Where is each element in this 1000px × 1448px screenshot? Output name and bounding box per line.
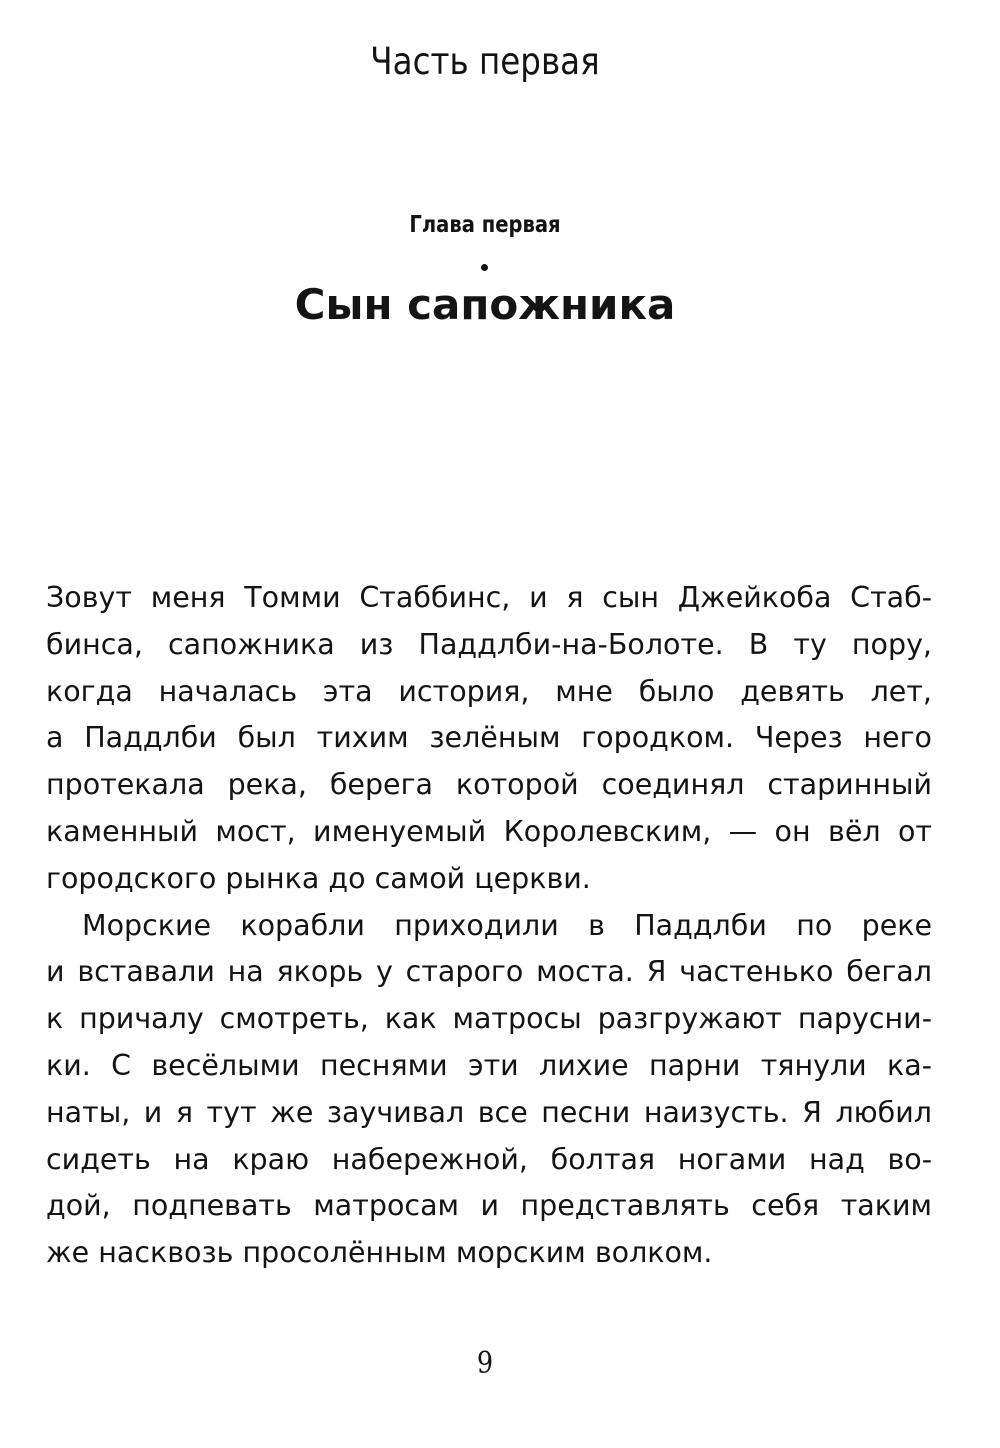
text-line: а Паддлби был тихим зелёным городком. Через него	[46, 721, 932, 755]
text-line: каменный мост, именуемый Королевским, — он вёл от	[46, 814, 932, 848]
page-number: 9	[476, 1346, 494, 1381]
text-line: ки. С весёлыми песнями эти лихие парни тянули ка-	[46, 1048, 932, 1082]
paragraph	[46, 575, 932, 903]
text-line: наты, и я тут же заучивал все песни наизусть. Я любил	[46, 1095, 932, 1129]
chapter-label: Глава первая	[409, 212, 561, 238]
chapter-separator-dot	[481, 264, 488, 271]
paragraph	[46, 903, 932, 1277]
text-line: к причалу смотреть, как матросы разгружают парусни-	[46, 1002, 932, 1036]
text-line: Зовут меня Томми Стаббинс, и я сын Джейкоба Стаб-	[46, 581, 932, 614]
body-text	[46, 575, 932, 1277]
text-line: и вставали на якорь у старого моста. Я частенько бегал	[46, 955, 932, 989]
text-line: сидеть на краю набережной, болтая ногами над во-	[46, 1142, 932, 1176]
text-line: бинса, сапожника из Паддлби-на-Болоте. В ту пору,	[46, 627, 932, 661]
text-line: же насквозь просолённым морским волком.	[46, 1236, 713, 1270]
text-line: Морские корабли приходили в Паддлби по реке	[82, 908, 932, 942]
text-line: дой, подпевать матросам и представлять себя таким	[46, 1189, 932, 1223]
text-line: городского рынка до самой церкви.	[46, 861, 591, 895]
part-title: Часть первая	[370, 40, 600, 83]
text-line: протекала река, берега которой соединял старинный	[46, 768, 932, 802]
chapter-title: Сын сапожника	[294, 280, 676, 329]
text-line: когда началась эта история, мне было девять лет,	[46, 674, 932, 708]
